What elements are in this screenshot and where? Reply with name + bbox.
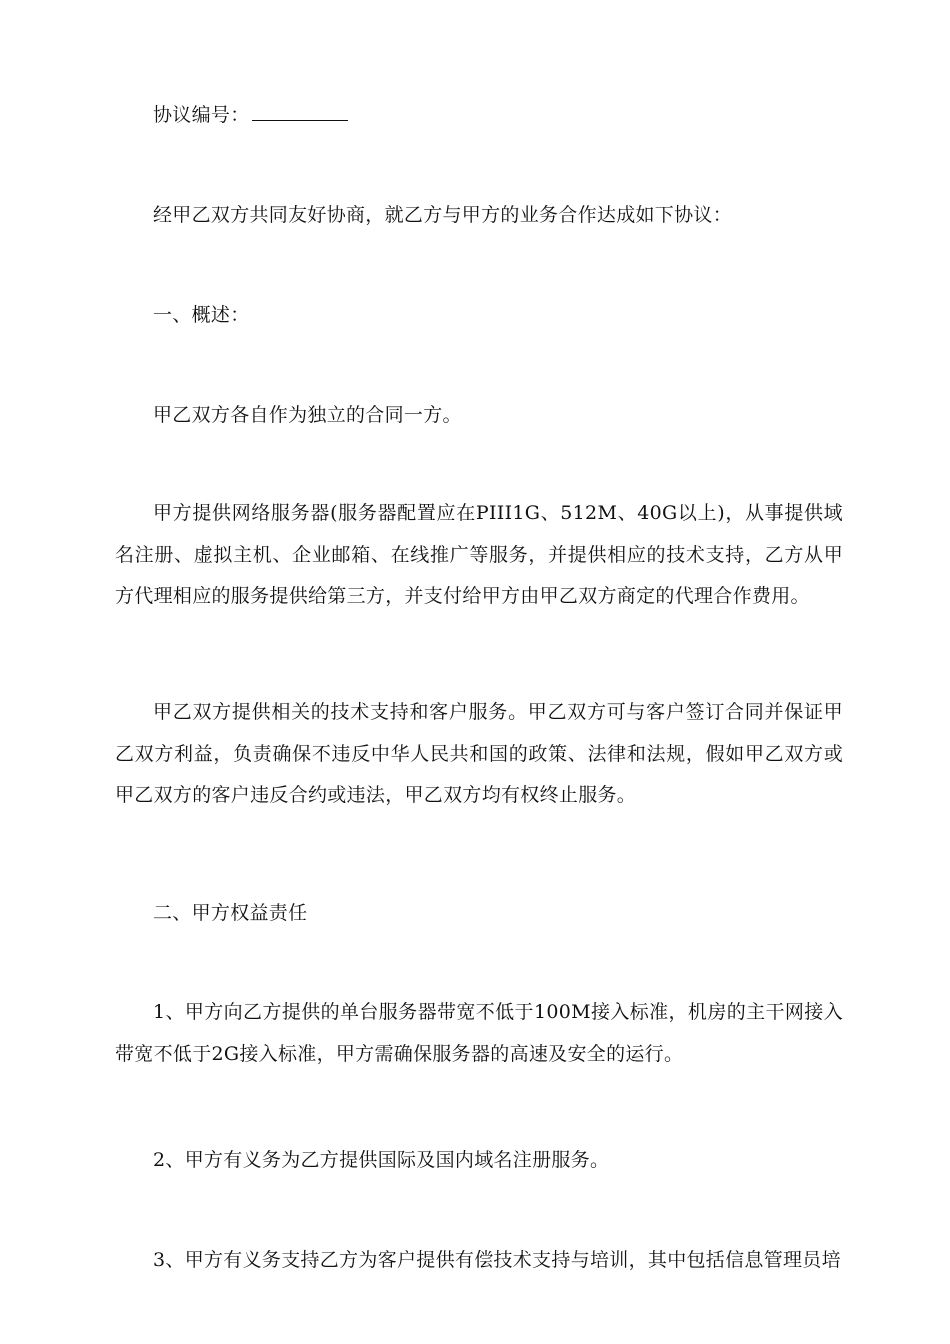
section1-paragraph-3: 甲乙双方提供相关的技术支持和客户服务。甲乙双方可与客户签订合同并保证甲乙双方利益，负责确保不违反中华人民共和国的政策、法律和法规，假如甲乙双方或甲乙双方的客户违反合约或违法，甲乙双方均有权终止服务。 xyxy=(115,701,843,806)
section1-paragraph-1: 甲乙双方各自作为独立的合同一方。 xyxy=(153,404,462,426)
intro-paragraph: 经甲乙双方共同友好协商，就乙方与甲方的业务合作达成如下协议： xyxy=(153,204,733,226)
agreement-number-blank xyxy=(252,102,348,121)
section2-item-2: 2、甲方有义务为乙方提供国际及国内域名注册服务。 xyxy=(153,1149,610,1171)
section1-paragraph-2: 甲方提供网络服务器(服务器配置应在PIII1G、512M、40G以上)，从事提供域名注册、虚拟主机、企业邮箱、在线推广等服务，并提供相应的技术支持，乙方从甲方代理相应的服务提供给第三方，并支付给甲方由甲乙双方商定的代理合作费用。 xyxy=(115,502,843,607)
agreement-number-line xyxy=(115,95,843,137)
section2-heading: 二、甲方权益责任 xyxy=(153,902,308,924)
section2-item-1: 1、甲方向乙方提供的单台服务器带宽不低于100M接入标准，机房的主干网接入带宽不低于2G接入标准，甲方需确保服务器的高速及安全的运行。 xyxy=(115,1001,843,1065)
section1-heading: 一、概述： xyxy=(153,304,250,326)
agreement-number-label: 协议编号： xyxy=(153,104,250,126)
section2-item-3: 3、甲方有义务支持乙方为客户提供有偿技术支持与培训，其中包括信息管理员培 xyxy=(153,1249,841,1271)
